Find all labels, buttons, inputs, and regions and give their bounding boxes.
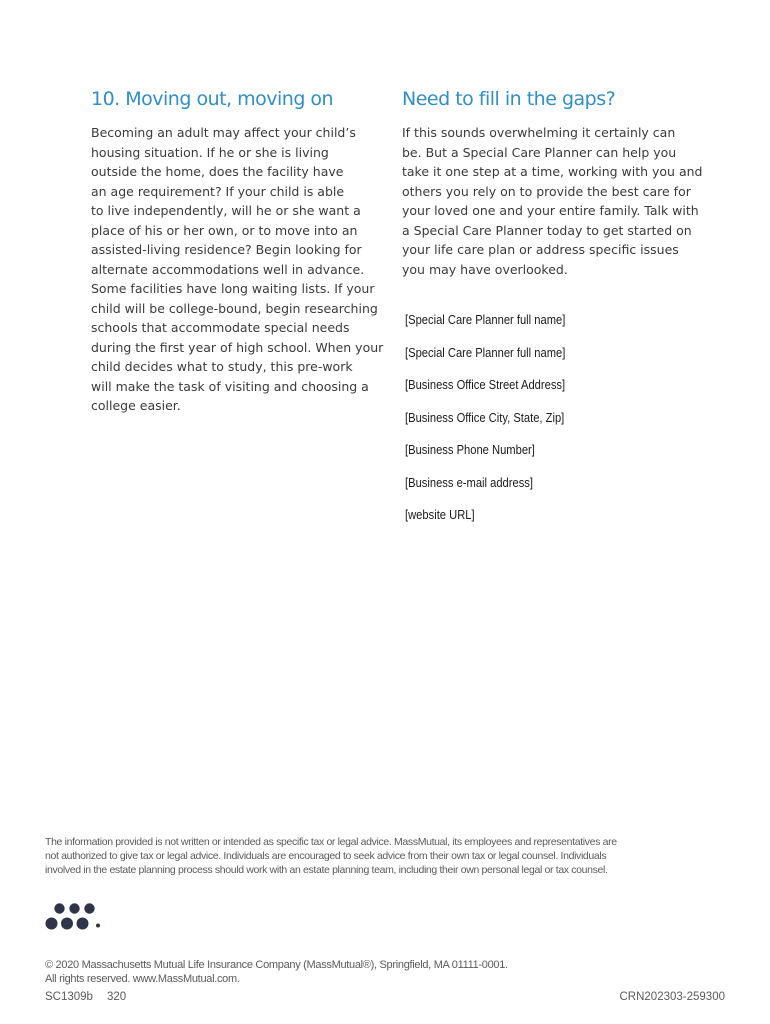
paragraph-line: child decides what to study, this pre-work xyxy=(91,359,353,374)
disclaimer-line: not authorized to give tax or legal advice. Individuals are encouraged to seek advice from their own tax or legal counsel. Individuals xyxy=(45,850,607,862)
paragraph-line: housing situation. If he or she is living xyxy=(91,144,329,160)
paragraph-line: during the first year of high school. When your xyxy=(91,339,384,355)
disclaimer-line: The information provided is not written or intended as specific tax or legal advice. MassMutual, its employees and representatives are xyxy=(45,836,617,848)
paragraph-line: alternate accommodations well in advance. xyxy=(91,261,365,277)
paragraph-line: assisted-living residence? Begin looking for xyxy=(91,242,362,257)
website-placeholder: [website URL] xyxy=(405,507,475,522)
paragraph-line: college easier. xyxy=(91,398,181,413)
planner-name-placeholder: [Special Care Planner full name] xyxy=(405,344,566,360)
paragraph-line: an age requirement? If your child is able xyxy=(91,183,345,199)
copyright-line: All rights reserved. www.MassMutual.com. xyxy=(45,973,240,985)
paragraph-line: your loved one and your entire family. Talk with xyxy=(402,203,699,218)
paragraph-line: be. But a Special Care Planner can help you xyxy=(402,144,677,160)
massmutual-dots-logo-icon xyxy=(44,902,104,932)
crn-code: CRN202303-259300 xyxy=(619,991,725,1003)
paragraph-line: to live independently, will he or she want a xyxy=(91,203,361,218)
paragraph-line: child will be college-bound, begin researching xyxy=(91,300,378,316)
paragraph-line: If this sounds overwhelming it certainly can xyxy=(402,125,676,140)
fill-gaps-paragraph xyxy=(402,123,702,279)
city-state-zip-placeholder: [Business Office City, State, Zip] xyxy=(405,409,565,425)
paragraph-line: you may have overlooked. xyxy=(402,261,568,277)
paragraph-line: outside the home, does the facility have xyxy=(91,164,344,179)
paragraph-line: place of his or her own, or to move into an xyxy=(91,222,358,238)
paragraph-line: schools that accommodate special needs xyxy=(91,320,350,335)
copyright-notice xyxy=(45,958,508,986)
section-heading-moving-out: 10. Moving out, moving on xyxy=(91,88,334,110)
phone-placeholder: [Business Phone Number] xyxy=(405,442,535,457)
paragraph-line: Some facilities have long waiting lists. If your xyxy=(91,281,375,296)
legal-disclaimer xyxy=(45,835,735,877)
paragraph-line: others you rely on to provide the best care for xyxy=(402,183,691,199)
section-heading-fill-gaps: Need to fill in the gaps? xyxy=(402,88,616,110)
planner-contact-block xyxy=(405,310,565,538)
paragraph-line: take it one step at a time, working with you and xyxy=(402,164,703,179)
street-address-placeholder: [Business Office Street Address] xyxy=(405,377,566,392)
planner-name-placeholder: [Special Care Planner full name] xyxy=(405,312,566,327)
paragraph-line: a Special Care Planner today to get started on xyxy=(402,222,692,238)
form-code xyxy=(45,991,126,1003)
paragraph-line: will make the task of visiting and choosing a xyxy=(91,378,369,394)
form-code-number: 320 xyxy=(106,991,127,1003)
paragraph-line: Becoming an adult may affect your child’s xyxy=(91,125,356,140)
copyright-line: © 2020 Massachusetts Mutual Life Insurance Company (MassMutual®), Springfield, MA 01111-0001. xyxy=(45,959,508,971)
disclaimer-line: involved in the estate planning process should work with an estate planning team, including their own personal legal or tax counsel. xyxy=(45,864,608,876)
form-code-id: SC1309b xyxy=(45,991,93,1003)
paragraph-line: your life care plan or address specific issues xyxy=(402,242,679,257)
moving-out-paragraph xyxy=(91,123,383,416)
email-placeholder: [Business e-mail address] xyxy=(405,474,534,490)
